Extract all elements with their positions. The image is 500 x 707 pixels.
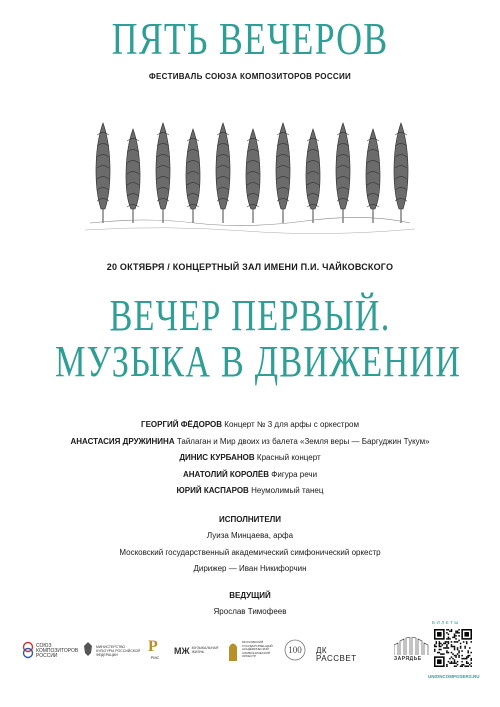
host-name: Ярослав Тимофеев [213, 607, 287, 616]
orchestra-emblem-icon [226, 639, 240, 663]
union-emblem-icon [22, 641, 34, 659]
festival-title: ПЯТЬ ВЕЧЕРОВ [111, 13, 389, 64]
mz-mark-icon: МЖ [174, 646, 190, 656]
rms-logo: Р РМС [148, 639, 162, 660]
composer-name: АНАСТАСИЯ ДРУЖИНИНА [70, 436, 175, 446]
work-title: Красный концерт [256, 453, 321, 462]
performer-item: Московский государственный академический симфонический оркестр [119, 547, 381, 557]
program-item [0, 467, 500, 484]
poplar-tree [156, 123, 170, 223]
work-title: Тайлаган и Мир двоих из балета «Земля веры — Баргуджин Тукум» [176, 436, 430, 446]
concert-title-line1: ВЕЧЕР ПЕРВЫЙ. [109, 291, 391, 340]
anniversary-logo [284, 639, 306, 665]
svg-text:100: 100 [288, 645, 302, 655]
program-item [0, 434, 500, 451]
work-title: Фигура речи [271, 469, 318, 479]
poplar-tree [216, 123, 230, 223]
program-item [0, 483, 500, 500]
poplar-tree [366, 129, 380, 223]
performer-item: Луиза Минцаева, арфа [206, 531, 294, 540]
anniversary-emblem-icon [284, 639, 306, 663]
tickets-qr-code[interactable] [434, 629, 472, 667]
program-item [0, 450, 500, 467]
music-life-logo: МЖ МУЗЫКАЛЬНАЯ ЖИЗНЬ [174, 646, 219, 656]
work-title: Концерт № 3 для арфы с оркестром [224, 420, 359, 429]
dk-rassvet-logo: ДК РАССВЕТ [316, 646, 357, 663]
poplar-tree [306, 129, 320, 223]
poplar-tree [246, 129, 260, 223]
performers-heading: ИСПОЛНИТЕЛИ [218, 514, 282, 524]
poplar-trees-illustration [85, 105, 415, 240]
rms-mark-icon: Р [148, 638, 158, 655]
host-heading: ВЕДУЩИЙ [229, 590, 271, 600]
performer-item: Дирижер — Иван Никифорчин [193, 564, 307, 573]
program-item [0, 417, 500, 434]
website-link[interactable]: UNIONCOMPOSERS.RU [428, 674, 480, 679]
composer-name: ДИНИС КУРБАНОВ [179, 453, 255, 462]
poplar-tree [96, 123, 110, 223]
program-section [0, 417, 500, 621]
tickets-label: БИЛЕТЫ [432, 620, 460, 625]
poplar-tree [276, 123, 290, 223]
poplar-tree [336, 123, 350, 223]
composer-name: ГЕОРГИЙ ФЁДОРОВ [141, 420, 223, 429]
concert-title-line2: МУЗЫКА В ДВИЖЕНИИ [55, 337, 462, 386]
composer-name: АНАТОЛИЙ КОРОЛЁВ [182, 469, 270, 479]
festival-subtitle: ФЕСТИВАЛЬ СОЮЗА КОМПОЗИТОРОВ РОССИИ [148, 72, 352, 81]
partner-logos: СОЮЗ КОМПОЗИТОРОВ РОССИИ МИНИСТЕРСТВО КУЛЬТУРЫ РОССИЙСКОЙ ФЕДЕРАЦИИ Р РМС МЖ МУЗЫКАЛЬНАЯ ЖИЗНЬ МОСКОВСКИЙ ГОСУДАРСТВЕННЫЙ АКАДЕМИЧЕСКИЙ СИМФОНИЧЕСКИЙ ОРКЕСТР 100 ДК РАССВЕТ ЗАРЯДЬЕ [22, 633, 432, 673]
work-title: Неумолимый танец [251, 486, 324, 495]
eagle-emblem-icon [82, 641, 94, 657]
date-venue: 20 ОКТЯБРЯ / КОНЦЕРТНЫЙ ЗАЛ ИМЕНИ П.И. ЧАЙКОВСКОГО [106, 262, 394, 272]
zaryadye-hall-icon [394, 637, 430, 655]
poplar-tree [186, 129, 200, 223]
poplar-tree [394, 123, 408, 223]
poplar-tree [126, 129, 140, 223]
composer-name: ЮРИЙ КАСПАРОВ [176, 486, 249, 495]
